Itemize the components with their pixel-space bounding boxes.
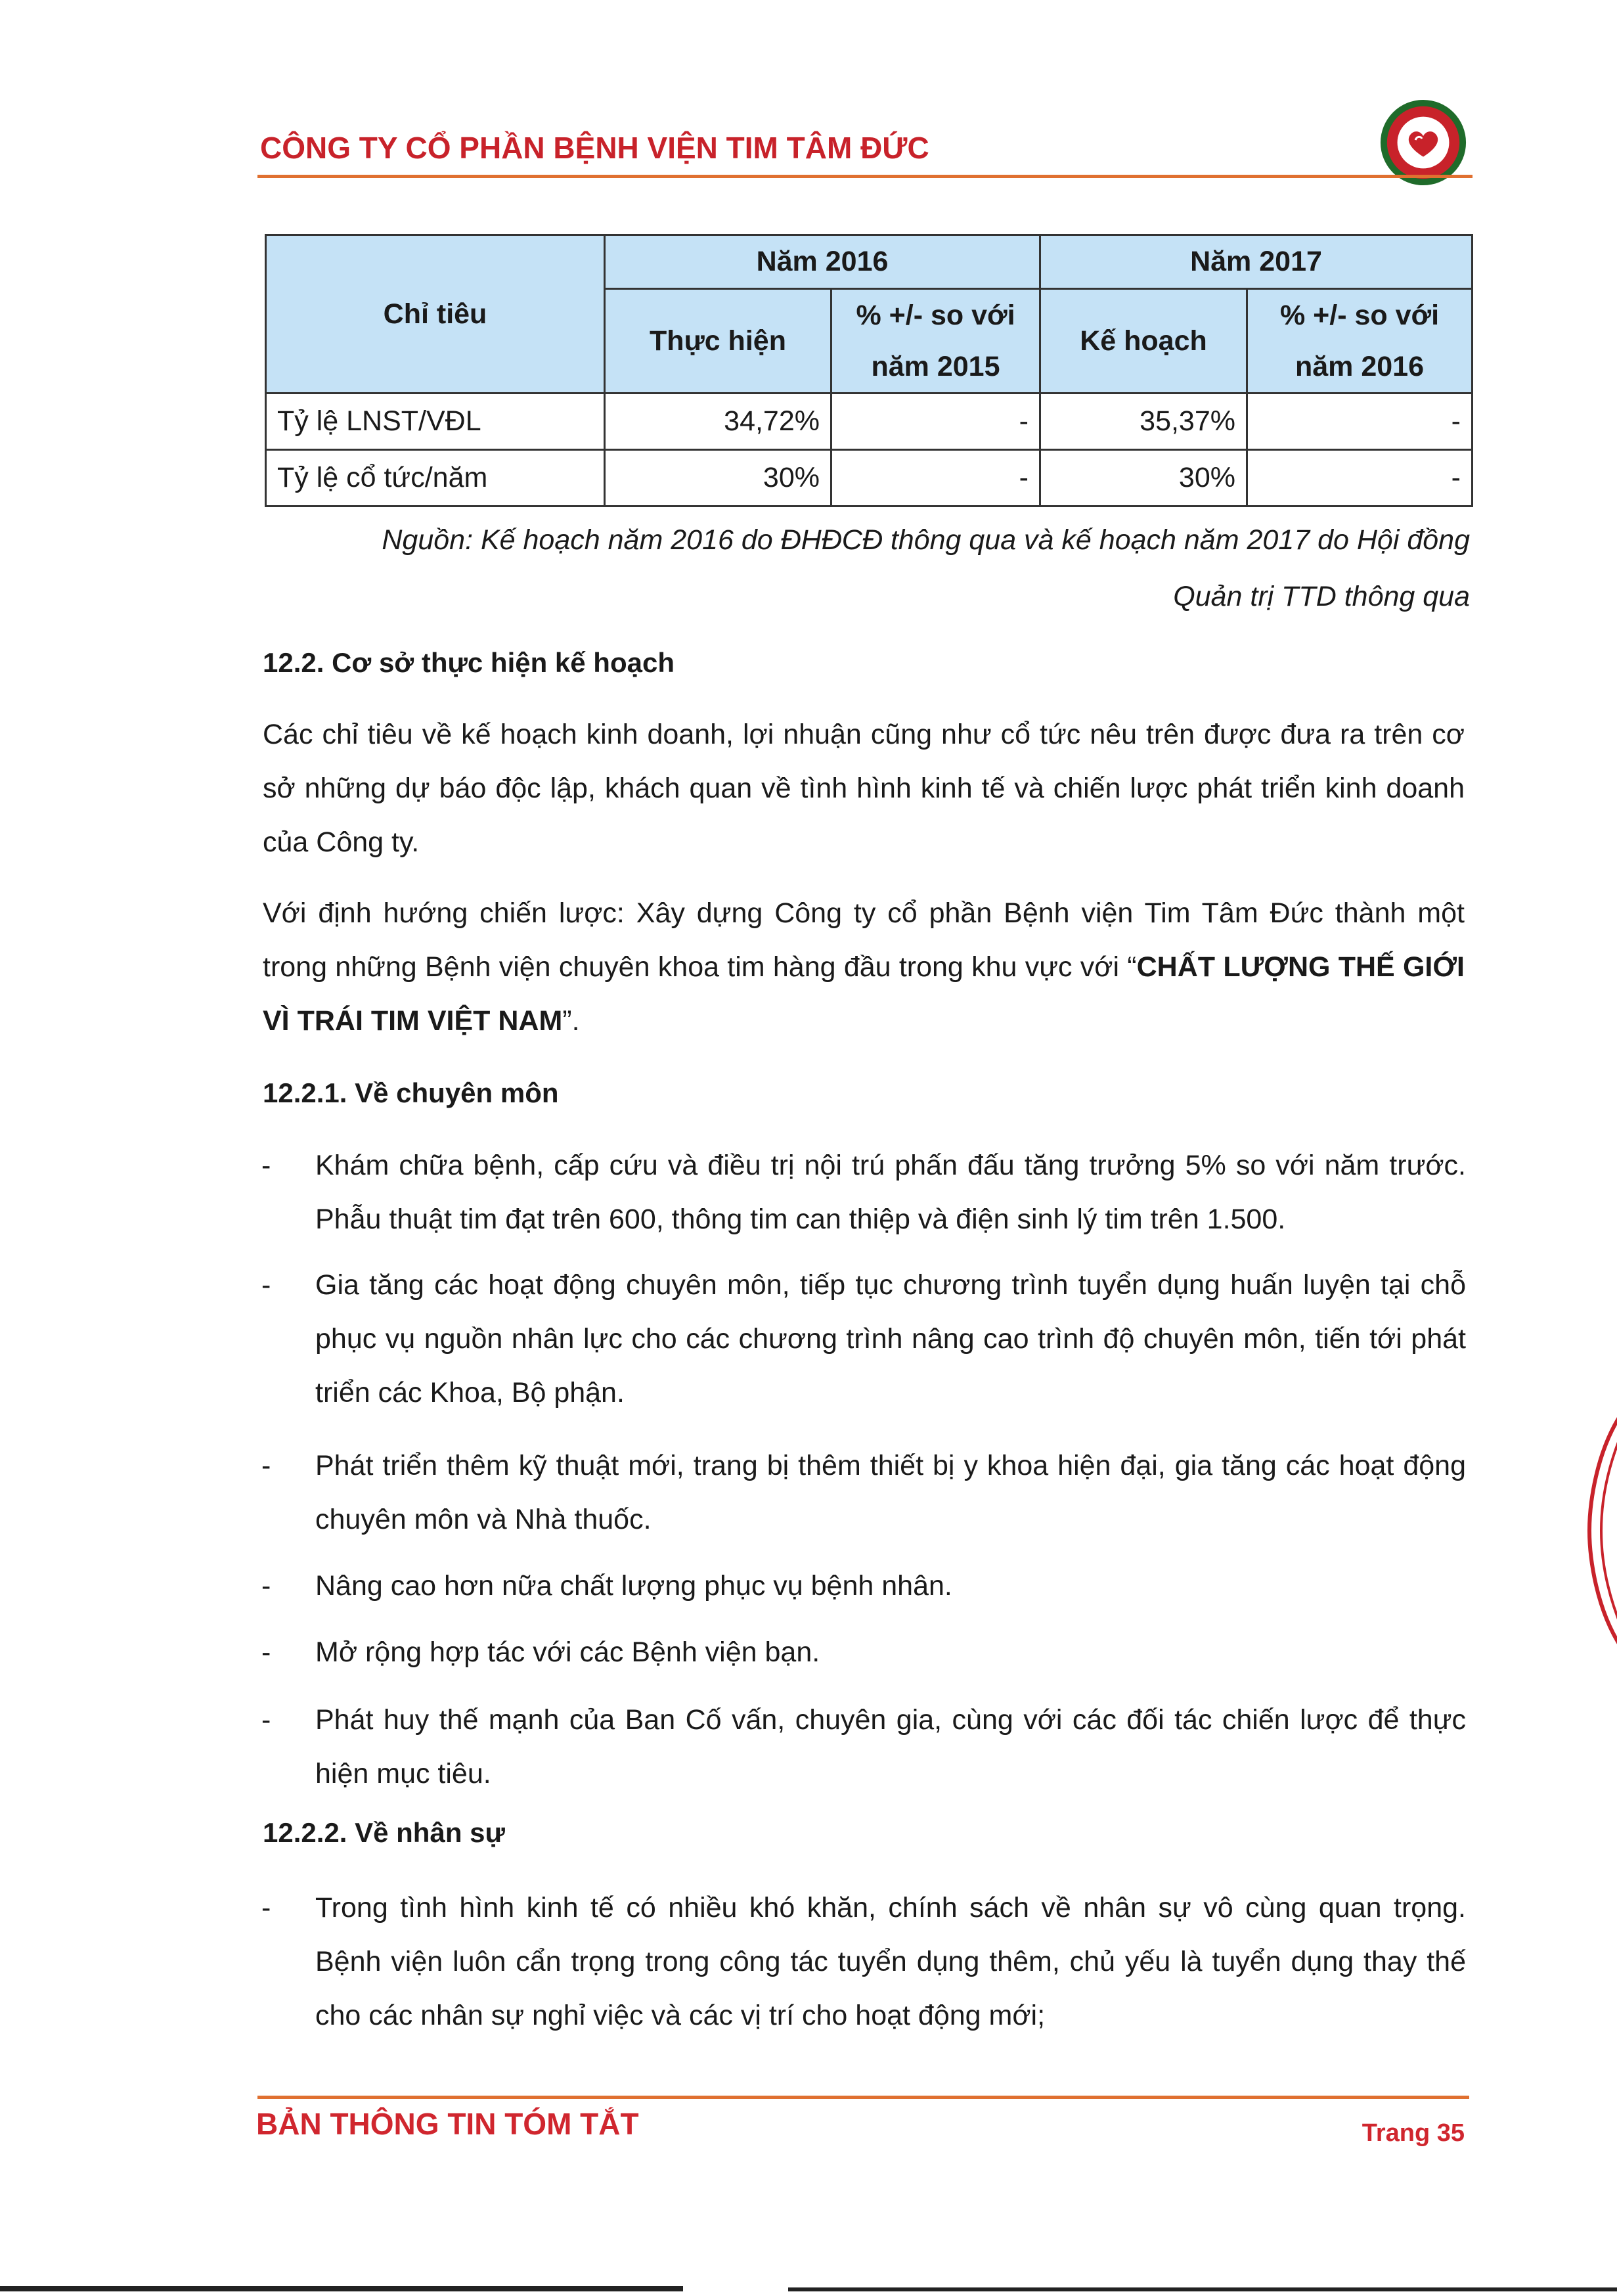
list-item: - Khám chữa bệnh, cấp cứu và điều trị nội trú phấn đấu tăng trưởng 5% so với năm trước. Phẫu thuật tim đạt trên 600, thông tim can thiệp và điện sinh lý tim trên 1.500. [261,1138,1466,1246]
section-heading-12-2-1: 12.2.1. Về chuyên môn [263,1077,559,1108]
header-change-2016: % +/- so với năm 2016 [1247,289,1473,394]
paragraph-basis: Các chỉ tiêu về kế hoạch kinh doanh, lợi nhuận cũng như cổ tức nêu trên được đưa ra trên cơ sở những dự báo độc lập, khách quan về tình hình kinh tế và chiến lược phát triển kinh doanh của Công ty. [263,719,1465,858]
strategy-slogan: CHẤT LƯỢNG THẾ GIỚI VÌ TRÁI TIM VIỆT NAM [263,951,1465,1037]
cell-change-2016: - [831,450,1040,506]
plan-table [265,234,1473,507]
list-item: - Gia tăng các hoạt động chuyên môn, tiếp tục chương trình tuyển dụng huấn luyện tại chỗ phục vụ nguồn nhân lực cho các chương trình nâng cao trình độ chuyên môn, tiến tới phát triển các Khoa, Bộ phận. [261,1258,1466,1420]
list-item: - Mở rộng hợp tác với các Bệnh viện bạn. [261,1625,1466,1679]
cell-change-2016: - [831,394,1040,450]
header-divider [257,175,1473,178]
scan-edge-line [788,2287,1617,2291]
company-name: CÔNG TY CỔ PHẦN BỆNH VIỆN TIM TÂM ĐỨC [260,131,929,165]
list-item: - Nâng cao hơn nữa chất lượng phục vụ bệnh nhân. [261,1559,1466,1613]
source-note-line-2: Quản trị TTD thông qua [1173,581,1470,612]
row-label: Tỷ lệ LNST/VĐL [266,394,605,450]
paragraph-strategy [263,886,1465,1048]
footer-document-title: BẢN THÔNG TIN TÓM TẮT [256,2107,639,2141]
cell-change-2017: - [1247,394,1473,450]
header-indicator: Chỉ tiêu [266,235,605,394]
header-actual: Thực hiện [605,289,831,394]
source-note-line-1: Nguồn: Kế hoạch năm 2016 do ĐHĐCĐ thông qua và kế hoạch năm 2017 do Hội đồng [382,524,1470,556]
scan-edge-line [0,2286,683,2291]
list-item-text: Khám chữa bệnh, cấp cứu và điều trị nội trú phấn đấu tăng trưởng 5% so với năm trước. Phẫu thuật tim đạt trên 600, thông tim can thiệp và điện sinh lý tim trên 1.500. [315,1150,1466,1235]
list-item: - Trong tình hình kinh tế có nhiều khó khăn, chính sách về nhân sự vô cùng quan trọng. Bệnh viện luôn cẩn trọng trong công tác tuyển dụng thêm, chủ yếu là tuyển dụng thay thế cho các nhân sự nghỉ việc và các vị trí cho hoạt động mới; [261,1881,1466,2042]
section-heading-12-2-2: 12.2.2. Về nhân sự [263,1817,505,1848]
list-item-text: Nâng cao hơn nữa chất lượng phục vụ bệnh nhân. [315,1570,952,1602]
cell-actual-2016: 34,72% [605,394,831,450]
section-heading-12-2: 12.2. Cơ sở thực hiện kế hoạch [263,647,675,678]
row-label: Tỷ lệ cổ tức/năm [266,450,605,506]
header-year-2017: Năm 2017 [1040,235,1473,289]
cell-plan-2017: 35,37% [1040,394,1247,450]
header-change-2015: % +/- so với năm 2015 [831,289,1040,394]
list-item-text: Trong tình hình kinh tế có nhiều khó khăn, chính sách về nhân sự vô cùng quan trọng. Bệnh viện luôn cẩn trọng trong công tác tuyển dụng thêm, chủ yếu là tuyển dụng thay thế cho các nhân sự nghỉ việc và các vị trí cho hoạt động mới; [315,1892,1466,2031]
header-plan: Kế hoạch [1040,289,1247,394]
list-item-text: Phát huy thế mạnh của Ban Cố vấn, chuyên gia, cùng với các đối tác chiến lược để thực hiện mục tiêu. [315,1704,1466,1790]
list-item-text: Mở rộng hợp tác với các Bệnh viện bạn. [315,1636,820,1668]
strategy-end: ”. [562,1005,580,1037]
header-year-2016: Năm 2016 [605,235,1040,289]
page-number: Trang 35 [1362,2119,1465,2147]
cell-plan-2017: 30% [1040,450,1247,506]
cell-actual-2016: 30% [605,450,831,506]
list-item: - Phát triển thêm kỹ thuật mới, trang bị thêm thiết bị y khoa hiện đại, gia tăng các hoạt động chuyên môn và Nhà thuốc. [261,1439,1466,1546]
table-row [266,450,1473,506]
strategy-text: Với định hướng chiến lược: Xây dựng Công ty cổ phần Bệnh viện Tim Tâm Đức thành một trong những Bệnh viện chuyên khoa tim hàng đầu trong khu vực với “ [263,897,1465,983]
cell-change-2017: - [1247,450,1473,506]
table-row [266,394,1473,450]
list-item-text: Phát triển thêm kỹ thuật mới, trang bị thêm thiết bị y khoa hiện đại, gia tăng các hoạt động chuyên môn và Nhà thuốc. [315,1450,1466,1535]
list-item-text: Gia tăng các hoạt động chuyên môn, tiếp tục chương trình tuyển dụng huấn luyện tại chỗ phục vụ nguồn nhân lực cho các chương trình nâng cao trình độ chuyên môn, tiến tới phát triển các Khoa, Bộ phận. [315,1269,1466,1408]
footer-divider [257,2096,1469,2099]
list-item: - Phát huy thế mạnh của Ban Cố vấn, chuyên gia, cùng với các đối tác chiến lược để thực hiện mục tiêu. [261,1693,1466,1801]
stamp-partial-icon [1583,1399,1617,1662]
